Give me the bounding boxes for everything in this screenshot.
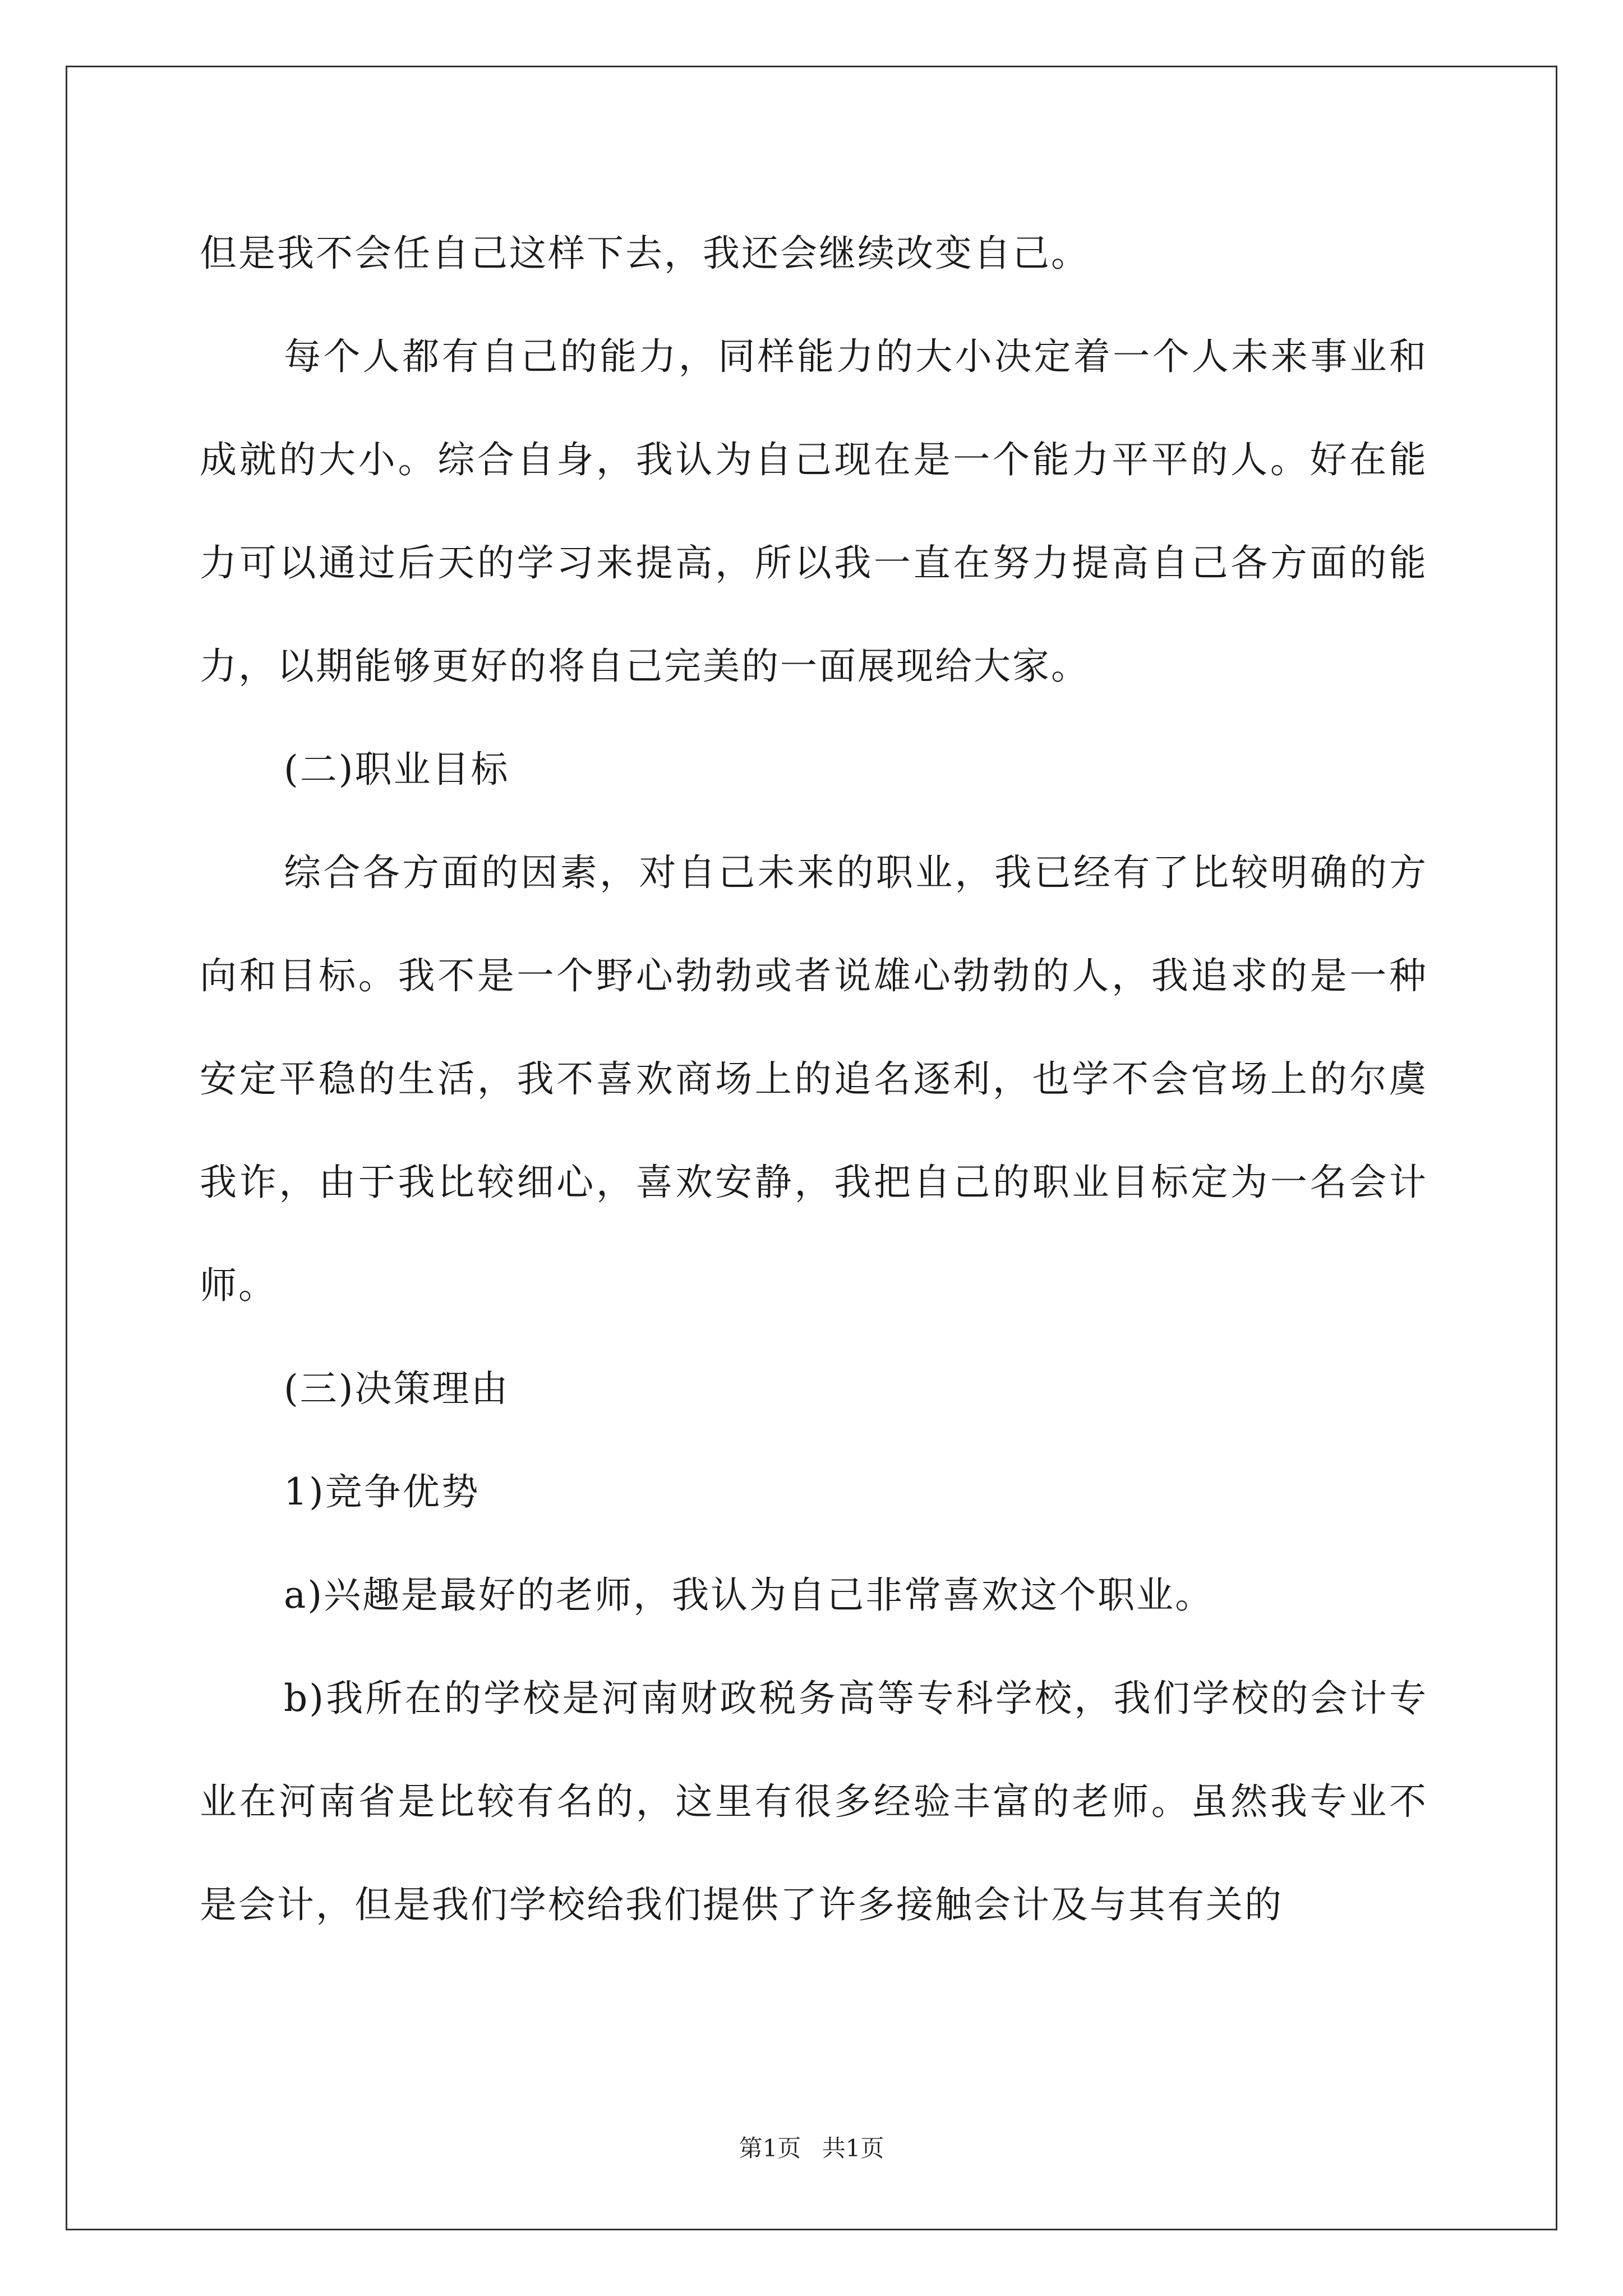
paragraph-career-goal: 综合各方面的因素，对自己未来的职业，我已经有了比较明确的方向和目标。我不是一个野心勃勃或者说雄心勃勃的人，我追求的是一种安定平稳的生活，我不喜欢商场上的追名逐利，也学不会官场上的尔虞我诈，由于我比较细心，喜欢安静，我把自己的职业目标定为一名会计师。 [200, 851, 1428, 1307]
paragraph-continuation: 但是我不会任自己这样下去，我还会继续改变自己。 [200, 232, 1090, 275]
list-item-b: b)我所在的学校是河南财政税务高等专科学校，我们学校的会计专业在河南省是比较有名的，这里有很多经验丰富的老师。虽然我专业不是会计，但是我们学校给我们提供了许多接触会计及与其有关的 [200, 1677, 1428, 1926]
heading-decision-reason: (三)决策理由 [284, 1367, 510, 1410]
heading-career-goal: (二)职业目标 [284, 748, 510, 791]
page-number-current: 第1页 [739, 2134, 801, 2162]
page-footer [0, 2132, 1623, 2165]
list-item-a: a)兴趣是最好的老师，我认为自己非常喜欢这个职业。 [284, 1573, 1214, 1617]
subheading-competitive-advantage: 1)竞争优势 [284, 1470, 480, 1513]
document-body [200, 202, 1428, 1957]
page-number-total: 共1页 [822, 2134, 884, 2162]
paragraph-ability: 每个人都有自己的能力，同样能力的大小决定着一个人未来事业和成就的大小。综合自身，我认为自己现在是一个能力平平的人。好在能力可以通过后天的学习来提高，所以我一直在努力提高自己各方面的能力，以期能够更好的将自己完美的一面展现给大家。 [200, 335, 1428, 688]
